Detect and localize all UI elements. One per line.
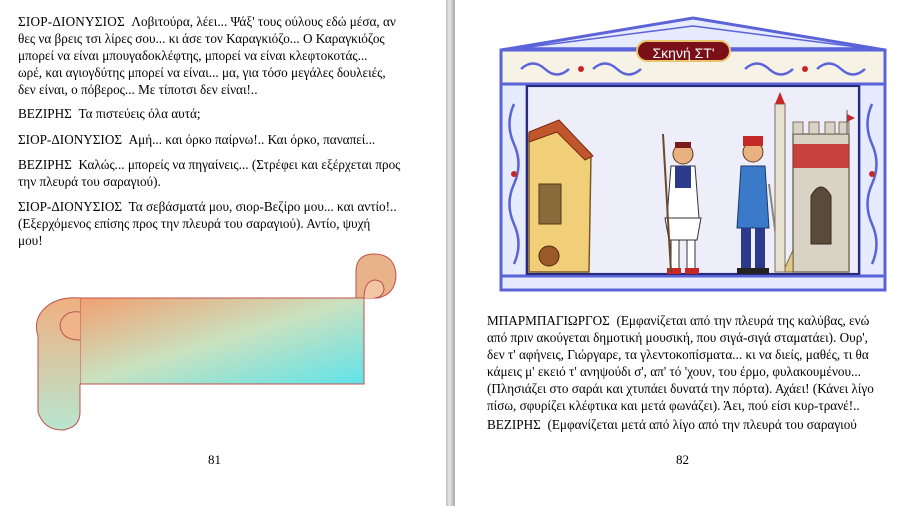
- text-line: από πριν ακούγεται δημοτική μουσική, που σιγά-σιγά σταματάει). Ουρ',: [487, 330, 868, 345]
- text-line: Αμή... και όρκο παίρνω!.. Και όρκο, παναπεί...: [128, 132, 376, 147]
- paragraph-3: [18, 131, 418, 148]
- book-gutter: [446, 0, 455, 506]
- text-line: Τα σεβάσματά μου, σιορ-Βεζίρο μου... και αντίο!..: [128, 199, 397, 214]
- right-page: [455, 0, 901, 506]
- text-line: (Εμφανίζεται μετά από λίγο από την πλευρά του σαραγιού: [547, 417, 857, 432]
- text-line: Καλώς... μπορείς να πηγαίνεις... (Στρέφει και εξέρχεται προς: [78, 157, 401, 172]
- paragraph-1: [18, 13, 418, 98]
- page-number: 81: [208, 452, 221, 467]
- text-line: θες να βρεις τσι λίρες σου... κι άσε τον Καραγκιόζο... Ο Καραγκιόζος: [18, 31, 385, 46]
- paragraph-4: [18, 156, 418, 190]
- speaker-name: ΒΕΖΙΡΗΣ: [18, 106, 72, 121]
- text-line: (Πλησιάζει στο σαράι και χτυπάει δυνατά την πόρτα). Αχάει! (Κάνει λίγο: [487, 381, 874, 396]
- paragraph-5: [18, 198, 418, 249]
- speaker-name: ΣΙΟΡ-ΔΙΟΝΥΣΙΟΣ: [18, 14, 125, 29]
- text-line: ωρέ, και αγιογδύτης μπορεί να είναι... μα, για τόσο μεγάλες δουλειές,: [18, 65, 386, 80]
- paragraph-6: [487, 312, 895, 414]
- text-line: μπορεί να είναι μπουγαδοκλέφτης, μπορεί να είναι κλεφτοκοτάς...: [18, 48, 368, 63]
- text-line: (Εμφανίζεται από την πλευρά της καλύβας, ενώ: [616, 313, 870, 328]
- text-line: (Εξερχόμενος επίσης προς την πλευρά του σαραγιού). Αντίο, ψυχή: [18, 216, 371, 231]
- text-line: κάμεις μ' εκειό τ' ανηψούδι σ', απ' τό 'χουν, του έρμο, φυλακουμένου...: [487, 364, 861, 379]
- speaker-name: ΒΕΖΙΡΗΣ: [487, 417, 541, 432]
- scroll-banner-illustration: [34, 252, 404, 436]
- text-line: Λοβιτούρα, λέει... Ψάξ' τους ούλους εδώ μέσα, αν: [131, 14, 396, 29]
- text-line: την πλευρά του σαραγιού).: [18, 174, 161, 189]
- speaker-name: ΒΕΖΙΡΗΣ: [18, 157, 72, 172]
- text-line: μου!: [18, 233, 43, 248]
- paragraph-2: [18, 105, 418, 122]
- left-page: [0, 0, 446, 506]
- text-line: Τα πιστεύεις όλα αυτά;: [78, 106, 201, 121]
- text-line: πίσω, σφυρίζει κλέφτικα και μετά φωνάζει). Άει, πού είσι κυρ-τρανέ!..: [487, 398, 860, 413]
- paragraph-7: [487, 416, 895, 433]
- speaker-name: ΣΙΟΡ-ΔΙΟΝΥΣΙΟΣ: [18, 199, 123, 214]
- speaker-name: ΜΠΑΡΜΠΑΓΙΩΡΓΟΣ: [487, 313, 610, 328]
- page-number: 82: [676, 452, 689, 467]
- scene-title-badge: Σκηνή ΣΤ': [636, 40, 731, 62]
- text-line: δεν τ' αφήνεις, Γιώργαρε, τα γλεντοκοπίσματα... κι να διείς, μαθές, τι θα: [487, 347, 869, 362]
- speaker-name: ΣΙΟΡ-ΔΙΟΝΥΣΙΟΣ: [18, 132, 123, 147]
- text-line: δεν είναι, ο πόβερος... Με τίποτσι δεν είναι!..: [18, 82, 258, 97]
